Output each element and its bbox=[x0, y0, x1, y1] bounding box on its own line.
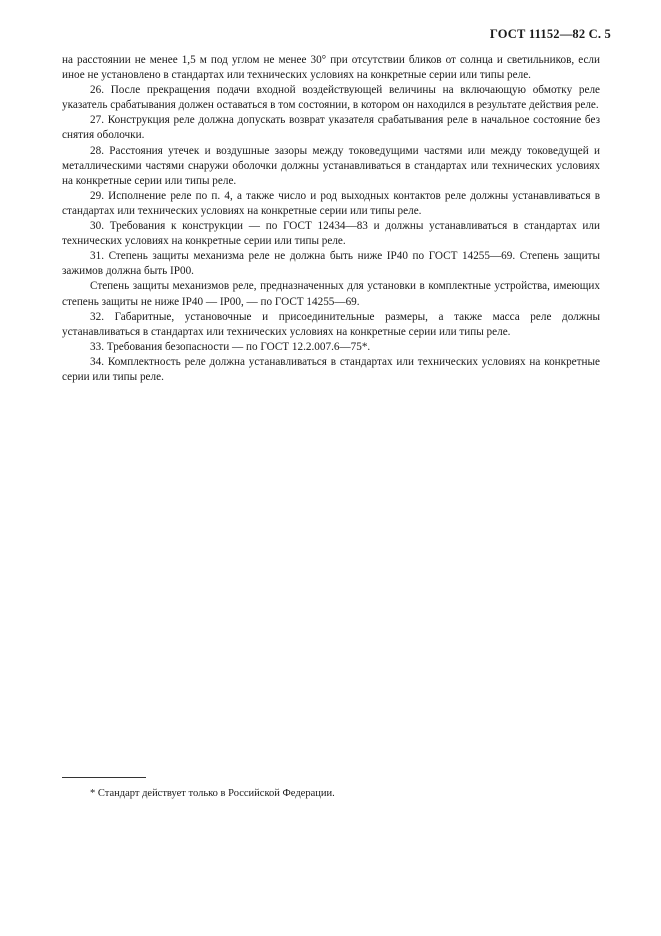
page-header: ГОСТ 11152—82 С. 5 bbox=[489, 27, 611, 41]
paragraph-26: 26. После прекращения подачи входной воздействующей величины на включающую обмотку реле указатель срабатывания должен оставаться в том состоянии, в котором он находился в результате действия реле. bbox=[62, 84, 600, 112]
paragraph-33: 33. Требования безопасности — по ГОСТ 12.2.007.6—75*. bbox=[90, 340, 371, 353]
paragraph-29: 29. Исполнение реле по п. 4, а также число и род выходных контактов реле должны устанавливаться в стандартах или технических условиях на конкретные серии или типы реле. bbox=[62, 189, 600, 217]
footnote-divider bbox=[62, 777, 146, 778]
paragraph-31-addendum: Степень защиты механизмов реле, предназначенных для установки в комплектные устройства, имеющих степень защиты не ниже IP40 — IP00, — по ГОСТ 14255—69. bbox=[62, 280, 600, 308]
paragraph-28: 28. Расстояния утечек и воздушные зазоры между токоведущими частями или между токоведущей и металлическими частями снаружи оболочки должны устанавливаться в стандартах или технических условиях на конкретные серии или типы реле. bbox=[62, 144, 600, 187]
paragraph-34: 34. Комплектность реле должна устанавливаться в стандартах или технических условиях на конкретные серии или типы реле. bbox=[62, 355, 600, 383]
paragraph-31: 31. Степень защиты механизма реле не должна быть ниже IP40 по ГОСТ 14255—69. Степень защиты зажимов должна быть IP00. bbox=[62, 250, 600, 278]
paragraph-27: 27. Конструкция реле должна допускать возврат указателя срабатывания реле в начальное состояние без снятия оболочки. bbox=[62, 114, 600, 142]
footnote: * Стандарт действует только в Российской Федерации. bbox=[90, 788, 335, 799]
document-body bbox=[62, 53, 600, 385]
paragraph-30: 30. Требования к конструкции — по ГОСТ 12434—83 и должны устанавливаться в стандартах или технических условиях на конкретные серии или типы реле. bbox=[62, 220, 600, 248]
paragraph-32: 32. Габаритные, установочные и присоединительные размеры, а также масса реле должны устанавливаться в стандартах или технических условиях на конкретные серии или типы реле. bbox=[62, 310, 600, 338]
paragraph-25-continuation: на расстоянии не менее 1,5 м под углом не менее 30° при отсутствии бликов от солнца и светильников, если иное не установлено в стандартах или технических условиях на конкретные серии или типы реле. bbox=[62, 54, 600, 82]
